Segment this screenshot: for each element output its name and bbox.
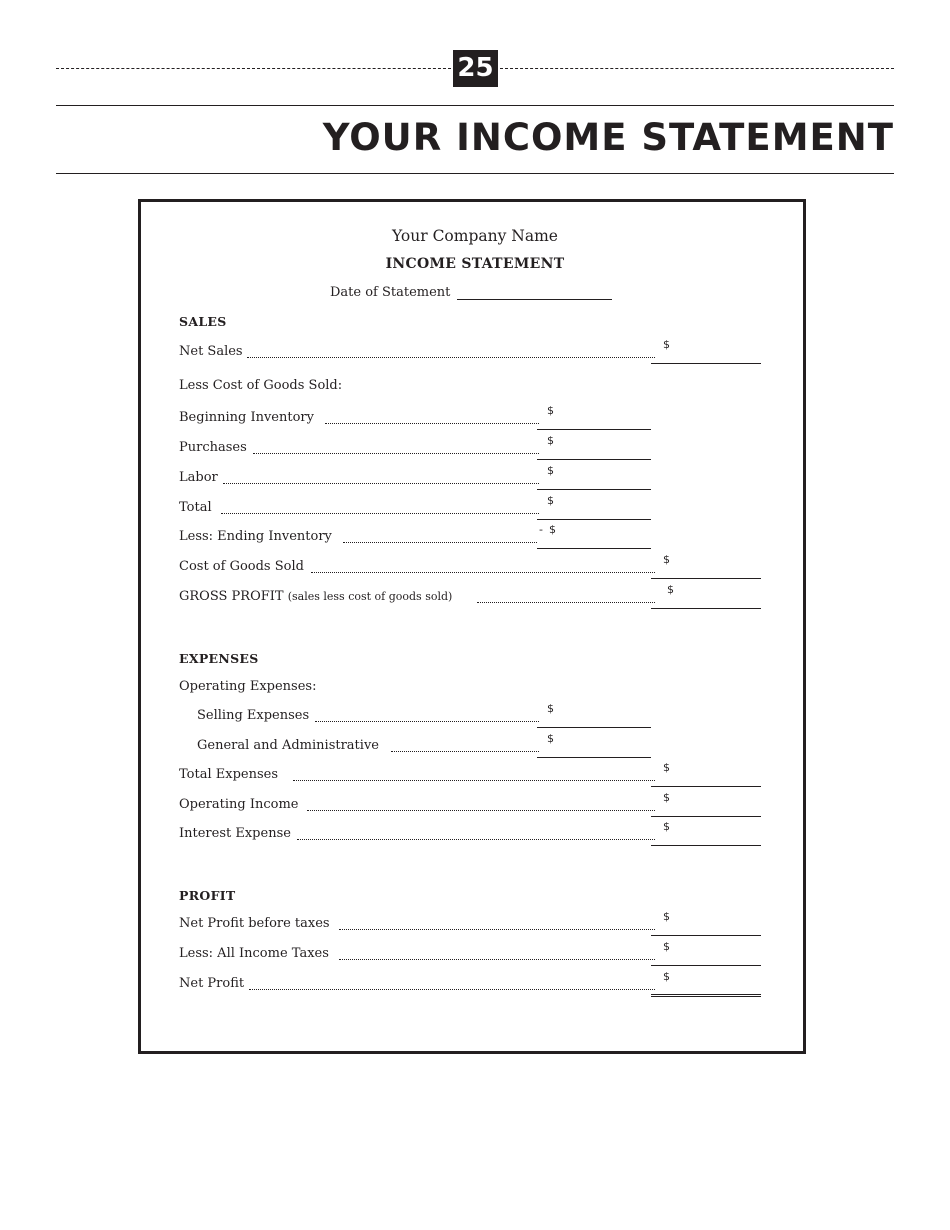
title-rule-top [56, 105, 894, 106]
currency-symbol: $ [547, 464, 554, 477]
minus-sign: - [539, 523, 543, 536]
operating-income-label: Operating Income [179, 797, 299, 812]
net-profit-row [179, 970, 761, 996]
leader-dots [339, 959, 655, 960]
less-income-taxes-label: Less: All Income Taxes [179, 946, 329, 961]
currency-symbol: $ [663, 940, 670, 953]
selling-expenses-field[interactable] [537, 727, 651, 728]
net-profit-before-taxes-field[interactable] [651, 935, 761, 936]
profit-heading: PROFIT [179, 888, 236, 903]
leader-dots [311, 572, 655, 573]
leader-dots [221, 513, 539, 514]
gross-profit-field[interactable] [651, 608, 761, 609]
operating-expenses-label: Operating Expenses: [179, 679, 317, 694]
purchases-field[interactable] [537, 459, 651, 460]
currency-symbol: $ [663, 970, 670, 983]
net-sales-label: Net Sales [179, 344, 243, 359]
leader-dots [297, 839, 655, 840]
currency-symbol: $ [667, 583, 674, 596]
cost-of-goods-sold-row [179, 553, 761, 579]
labor-field[interactable] [537, 489, 651, 490]
leader-dots [249, 989, 655, 990]
header-dashed-rule-left [56, 68, 451, 69]
sales-heading: SALES [179, 314, 227, 329]
header-dashed-rule-right [500, 68, 894, 69]
ending-inventory-field[interactable] [537, 548, 651, 549]
purchases-row [179, 434, 651, 460]
total-row [179, 494, 651, 520]
currency-symbol: $ [663, 910, 670, 923]
less-cogs-label: Less Cost of Goods Sold: [179, 378, 343, 393]
net-profit-before-taxes-label: Net Profit before taxes [179, 916, 330, 931]
currency-symbol: $ [663, 820, 670, 833]
leader-dots [223, 483, 539, 484]
operating-income-row [179, 791, 761, 817]
leader-dots [343, 542, 537, 543]
total-expenses-label: Total Expenses [179, 767, 278, 782]
currency-symbol: $ [547, 732, 554, 745]
date-label: Date of Statement [330, 285, 451, 300]
net-sales-field[interactable] [651, 363, 761, 364]
general-administrative-row [197, 732, 651, 758]
leader-dots [307, 810, 655, 811]
selling-expenses-label: Selling Expenses [197, 708, 310, 723]
currency-symbol: $ [547, 702, 554, 715]
net-profit-label: Net Profit [179, 976, 245, 991]
cost-of-goods-sold-label: Cost of Goods Sold [179, 559, 304, 574]
purchases-label: Purchases [179, 440, 247, 455]
operating-income-field[interactable] [651, 816, 761, 817]
labor-row [179, 464, 651, 490]
total-label: Total [179, 500, 212, 515]
leader-dots [293, 780, 655, 781]
gross-profit-label [179, 589, 452, 604]
net-profit-before-taxes-row [179, 910, 761, 936]
statement-title: INCOME STATEMENT [385, 256, 565, 272]
title-rule-bottom [56, 173, 894, 174]
less-ending-inventory-row [179, 523, 651, 549]
gross-profit-row [179, 583, 761, 609]
page-title: YOUR INCOME STATEMENT [322, 116, 894, 159]
net-sales-row [179, 338, 761, 364]
beginning-inventory-label: Beginning Inventory [179, 410, 314, 425]
total-field[interactable] [537, 519, 651, 520]
beginning-inventory-field[interactable] [537, 429, 651, 430]
currency-symbol: $ [663, 761, 670, 774]
beginning-inventory-row [179, 404, 651, 430]
company-name: Your Company Name [392, 227, 558, 245]
less-ending-inventory-label: Less: Ending Inventory [179, 529, 332, 544]
less-income-taxes-row [179, 940, 761, 966]
leader-dots [477, 602, 655, 603]
interest-expense-label: Interest Expense [179, 826, 291, 841]
leader-dots [253, 453, 539, 454]
expenses-heading: EXPENSES [179, 651, 259, 666]
net-profit-field[interactable] [651, 994, 761, 997]
date-field[interactable] [457, 299, 612, 300]
page-number: 25 [453, 50, 498, 87]
leader-dots [339, 929, 655, 930]
currency-symbol: $ [549, 523, 556, 536]
currency-symbol: $ [663, 791, 670, 804]
currency-symbol: $ [547, 404, 554, 417]
leader-dots [247, 357, 655, 358]
general-administrative-label: General and Administrative [197, 738, 379, 753]
gross-profit-note: (sales less cost of goods sold) [287, 590, 453, 603]
total-expenses-row [179, 761, 761, 787]
leader-dots [315, 721, 539, 722]
currency-symbol: $ [663, 338, 670, 351]
currency-symbol: $ [663, 553, 670, 566]
interest-expense-field[interactable] [651, 845, 761, 846]
selling-expenses-row [197, 702, 651, 728]
leader-dots [391, 751, 539, 752]
labor-label: Labor [179, 470, 218, 485]
total-expenses-field[interactable] [651, 786, 761, 787]
cost-of-goods-sold-field[interactable] [651, 578, 761, 579]
interest-expense-row [179, 820, 761, 846]
general-administrative-field[interactable] [537, 757, 651, 758]
gross-profit-text: GROSS PROFIT [179, 589, 284, 604]
currency-symbol: $ [547, 434, 554, 447]
leader-dots [325, 423, 539, 424]
less-income-taxes-field[interactable] [651, 965, 761, 966]
currency-symbol: $ [547, 494, 554, 507]
